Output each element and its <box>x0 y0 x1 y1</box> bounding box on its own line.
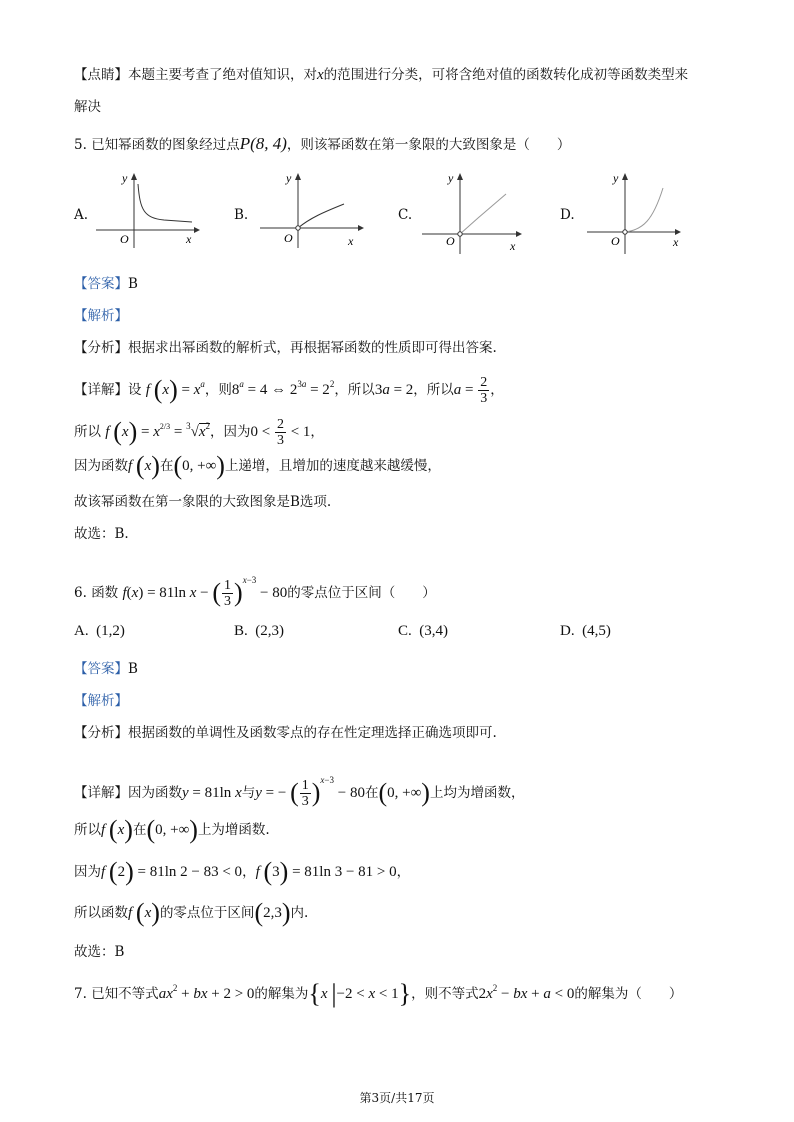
q5-b-origin: O <box>284 231 293 245</box>
q5-c-y-label: y <box>448 171 454 185</box>
q5-a-origin: O <box>120 232 129 246</box>
q5-graph-b <box>258 170 368 250</box>
q6-detail-line-2: 所以f (x)在(0, +∞)上为增函数. <box>74 815 270 844</box>
q6-detail-line-3: 因为f (2) = 81ln 2 − 83 < 0，f (3) = 81ln 3 − 81 > 0， <box>74 857 411 886</box>
q5-detail-line-3: 因为函数f (x)在(0, +∞)上递增，且增加的速度越来越缓慢， <box>74 451 441 480</box>
q6-detail-line-4: 所以函数f (x)的零点位于区间(2,3)内. <box>74 898 309 927</box>
q5-option-d-label: D. <box>560 207 575 223</box>
q5-c-x-label: x <box>510 239 516 253</box>
q6-stem: 6. 函数 f(x) = 81ln x − ( $\frac{1}{3}$ )$^{x-3}$ − 80的零点位于区间（ ） <box>74 575 436 609</box>
q5-a-y-label: y <box>122 171 128 185</box>
q5-detail-line-1: 【详解】设 f $(x) = x^a$，则$8^a = 4$ ⇔ $2^{3a} = 2^2$，所以3a = 2，所以a = $\frac{2}{3}$ ， <box>74 375 504 406</box>
q5-option-b-label: B. <box>234 207 249 223</box>
q6-option-d: D. (4,5) <box>560 623 611 639</box>
q6-detail-line-1: 【详解】因为函数y = 81ln x与y = − ( $\frac{1}{3}$ )$^{x-3}$ − 80在(0, +∞)上均为增函数， <box>74 775 525 809</box>
q5-answer: 【答案】B <box>74 276 138 292</box>
q6-option-a: A. (1,2) <box>74 623 125 639</box>
q5-c-origin: O <box>446 234 455 248</box>
page-footer: 第3页/共17页 <box>359 1091 435 1105</box>
q6-fenxi: 【分析】根据函数的单调性及函数零点的存在性定理选择正确选项即可. <box>74 725 497 741</box>
q5-jiexi-tag: 【解析】 <box>74 308 128 324</box>
q6-option-b: B. (2,3) <box>234 623 285 639</box>
q5-d-y-label: y <box>613 171 619 185</box>
q5-a-x-label: x <box>186 232 192 246</box>
q6-option-c: C. (3,4) <box>398 623 449 639</box>
q5-detail-line-5: 故选：B. <box>74 526 129 542</box>
q5-detail-line-4: 故该幂函数在第一象限的大致图象是B选项. <box>74 494 332 510</box>
q5-b-y-label: y <box>286 171 292 185</box>
dianjing-tag: 【点睛】 <box>74 67 128 83</box>
q7-stem: 7. 已知不等式$ax^2$ + bx + 2 > 0的解集为{x |−2 < x < 1}，则不等式$2x^2$ − bx + a < 0的解集为（ ） <box>74 979 683 1008</box>
q5-graph-c <box>420 170 530 255</box>
q5-option-a-label: A. <box>74 207 89 223</box>
dianjing-line-1: 【点睛】本题主要考查了绝对值知识，对x的范围进行分类，可将含绝对值的函数转化成初等函数类型来 <box>74 67 689 83</box>
q6-answer-tag: 【答案】 <box>74 661 128 677</box>
q6-detail-line-5: 故选：B <box>74 944 125 960</box>
q5-stem: 5. 已知幂函数的图象经过点P(8, 4)，则该幂函数在第一象限的大致图象是（ ） <box>74 134 571 153</box>
q5-answer-tag: 【答案】 <box>74 276 128 292</box>
q6-answer: 【答案】B <box>74 661 138 677</box>
q5-option-c-label: C. <box>398 207 413 223</box>
dianjing-line-2: 解决 <box>74 99 101 115</box>
q5-detail-line-2: 所以 f $(x) = x^{2/3} = ^3√x^2$，因为0 < $\frac{2}{3}$ < 1， <box>74 417 324 448</box>
q6-jiexi-tag: 【解析】 <box>74 693 128 709</box>
q5-graph-d <box>585 170 695 255</box>
q5-graph-a <box>94 170 204 250</box>
q5-d-origin: O <box>611 234 620 248</box>
q5-b-x-label: x <box>348 234 354 248</box>
q5-d-x-label: x <box>673 235 679 249</box>
q5-fenxi: 【分析】根据求出幂函数的解析式，再根据幂函数的性质即可得出答案. <box>74 340 497 356</box>
q5-point: P(8, 4) <box>239 134 287 153</box>
